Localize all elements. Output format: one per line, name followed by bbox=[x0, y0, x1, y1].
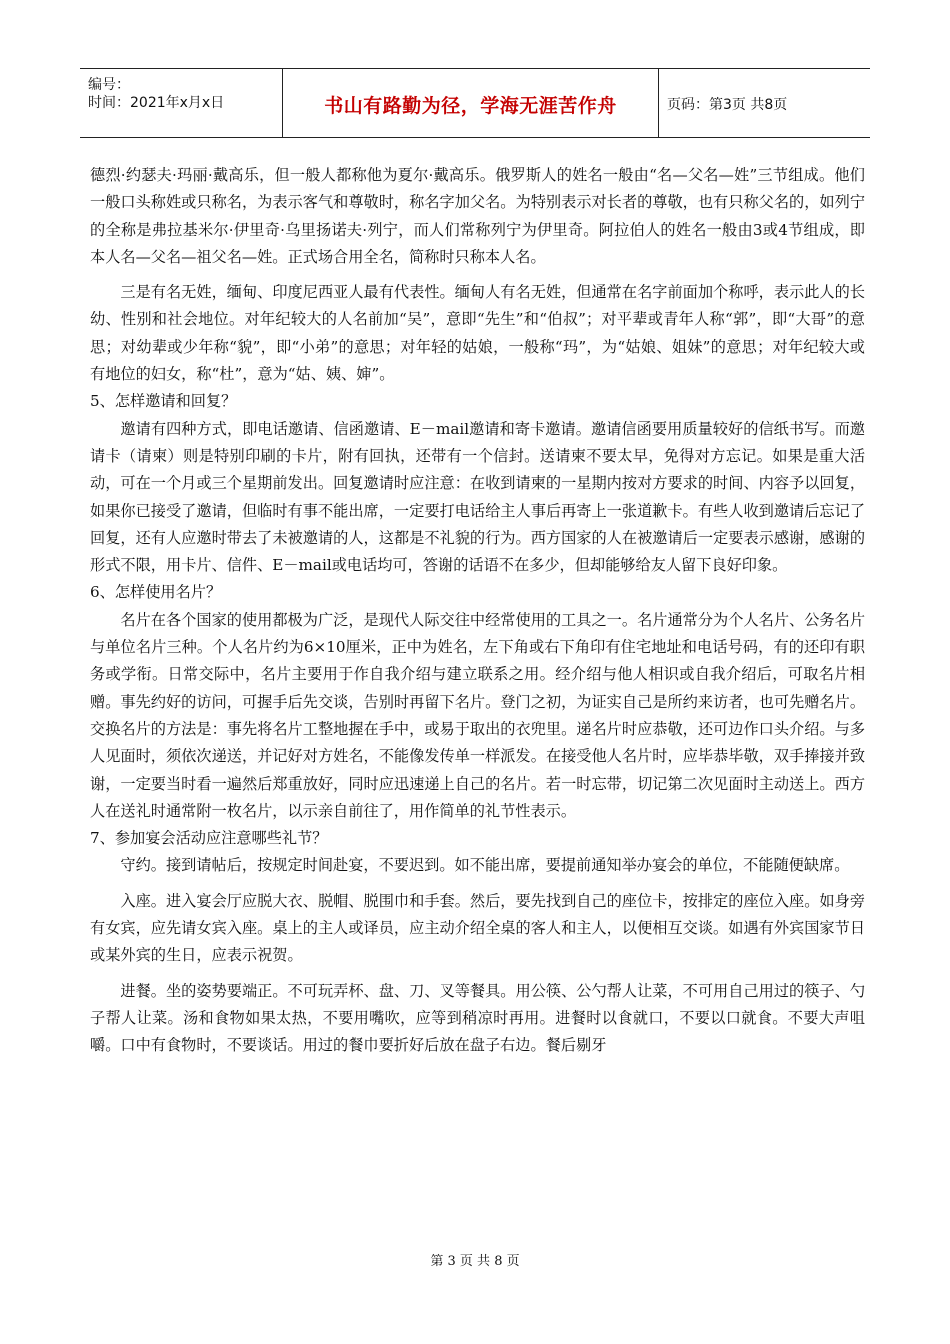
document-body bbox=[90, 162, 865, 1060]
body-paragraph: 进餐。坐的姿势要端正。不可玩弄杯、盘、刀、叉等餐具。用公筷、公勺帮人让菜，不可用自己用过的筷子、勺子帮人让菜。汤和食物如果太热，不要用嘴吹，应等到稍凉时再用。进餐时以食就口，不要以口就食。不要大声咀嚼。口中有食物时，不要谈话。用过的餐巾要折好后放在盘子右边。餐后剔牙 bbox=[90, 981, 865, 1055]
section-heading: 6、怎样使用名片？ bbox=[90, 583, 222, 602]
body-paragraph: 三是有名无姓，缅甸、印度尼西亚人最有代表性。缅甸人有名无姓，但通常在名字前面加个称呼，表示此人的长幼、性别和社会地位。对年纪较大的人名前加“吴”，意即“先生”和“伯叔”；对平辈或青年人称“郭”，即“大哥”的意思；对幼辈或少年称“貌”，即“小弟”的意思；对年轻的姑娘，一般称“玛”，为“姑娘、姐妹”的意思；对年纪较大或有地位的妇女，称“杜”，意为“姑、姨、婶”。 bbox=[90, 283, 865, 384]
section-heading: 7、参加宴会活动应注意哪些礼节？ bbox=[90, 829, 328, 848]
header-motto: 书山有路勤为径，学海无涯苦作舟 bbox=[324, 95, 617, 117]
section-heading: 5、怎样邀请和回复？ bbox=[90, 392, 237, 411]
body-paragraph: 名片在各个国家的使用都极为广泛，是现代人际交往中经常使用的工具之一。名片通常分为个人名片、公务名片与单位名片三种。个人名片约为6×10厘米，正中为姓名，左下角或右下角印有住宅地址和电话号码，有的还印有职务或学衔。日常交际中，名片主要用于作自我介绍与建立联系之用。经介绍与他人相识或自我介绍后，可取名片相赠。事先约好的访问，可握手后先交谈，告别时再留下名片。登门之初，为证实自己是所约来访者，也可先赠名片。交换名片的方法是：事先将名片工整地握在手中，或易于取出的衣兜里。递名片时应恭敬，还可边作口头介绍。与多人见面时，须依次递送，并记好对方姓名，不能像发传单一样派发。在接受他人名片时，应毕恭毕敬，双手捧接并致谢，一定要当时看一遍然后郑重放好，同时应迅速递上自己的名片。若一时忘带，切记第二次见面时主动送上。西方人在送礼时通常附一枚名片，以示亲自前往了，用作简单的礼节性表示。 bbox=[90, 610, 865, 820]
body-paragraph: 守约。接到请帖后，按规定时间赴宴，不要迟到。如不能出席，要提前通知举办宴会的单位，不能随便缺席。 bbox=[120, 856, 850, 875]
document-header bbox=[80, 68, 870, 138]
body-paragraph: 德烈·约瑟夫·玛丽·戴高乐，但一般人都称他为夏尔·戴高乐。俄罗斯人的姓名一般由“名—父名—姓”三节组成。他们一般口头称姓或只称名，为表示客气和尊敬时，称名字加父名。为特别表示对长者的尊敬，也有只称父名的，如列宁的全称是弗拉基米尔·伊里奇·乌里扬诺夫·列宁，而人们常称列宁为伊里奇。阿拉伯人的姓名一般由3或4节组成，即本人名—父名—祖父名—姓。正式场合用全名，简称时只称本人名。 bbox=[90, 166, 865, 266]
header-page-cell bbox=[659, 69, 870, 137]
header-meta-cell bbox=[80, 69, 283, 137]
page-footer: 第 3 页 共 8 页 bbox=[430, 1254, 520, 1269]
header-motto-cell bbox=[283, 69, 659, 137]
header-page-number: 页码：第3页 共8页 bbox=[667, 97, 788, 113]
document-time-label: 时间：2021年x月x日 bbox=[88, 95, 225, 111]
document-number-label: 编号： bbox=[88, 77, 130, 93]
body-paragraph: 入座。进入宴会厅应脱大衣、脱帽、脱围巾和手套。然后，要先找到自己的座位卡，按排定的座位入座。如身旁有女宾，应先请女宾入座。桌上的主人或译员，应主动介绍全桌的客人和主人，以便相互交谈。如遇有外宾国家节日或某外宾的生日，应表示祝贺。 bbox=[90, 891, 865, 965]
body-paragraph: 邀请有四种方式，即电话邀请、信函邀请、E－mail邀请和寄卡邀请。邀请信函要用质量较好的信纸书写。而邀请卡（请柬）则是特别印刷的卡片，附有回执，还带有一个信封。送请柬不要太早，免得对方忘记。如果是重大活动，可在一个月或三个星期前发出。回复邀请时应注意：在收到请柬的一星期内按对方要求的时间、内容予以回复，如果你已接受了邀请，但临时有事不能出席，一定要打电话给主人事后再寄上一张道歉卡。有些人收到邀请后忘记了回复，还有人应邀时带去了未被邀请的人，这都是不礼貌的行为。西方国家的人在被邀请后一定要表示感谢，感谢的形式不限，用卡片、信件、E－mail或电话均可，答谢的话语不在多少，但却能够给友人留下良好印象。 bbox=[90, 419, 865, 575]
